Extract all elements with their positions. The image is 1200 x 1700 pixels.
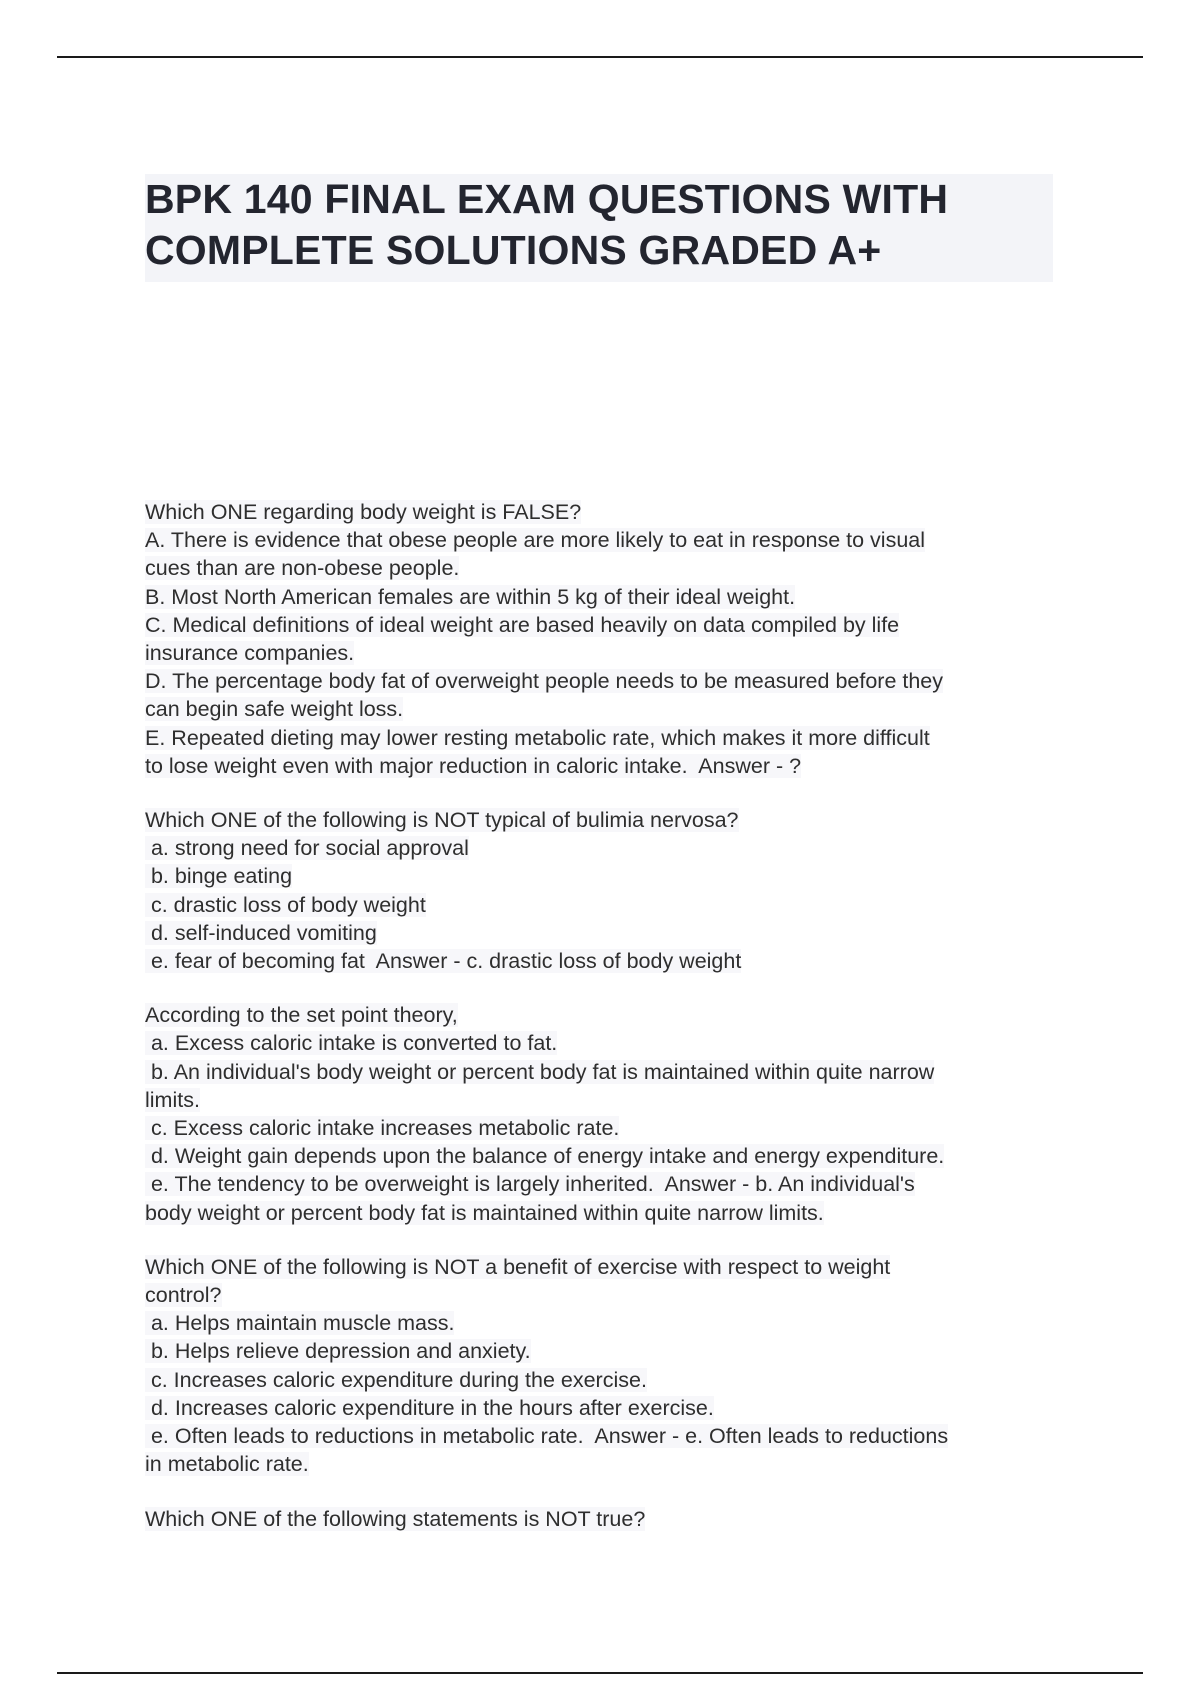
question-text: [145, 1001, 1065, 1029]
question-line: [145, 1422, 1065, 1450]
question-line: [145, 1114, 1065, 1142]
question-line: [145, 834, 1065, 862]
line-text: insurance companies.: [145, 641, 355, 666]
document-title: [145, 174, 1053, 282]
line-text: c. drastic loss of body weight: [145, 892, 426, 917]
line-text: e. The tendency to be overweight is largely inherited. Answer - b. An individual's: [145, 1172, 915, 1197]
line-text: Which ONE of the following statements is NOT true?: [145, 1506, 646, 1531]
question-line: [145, 919, 1065, 947]
question-line: [145, 611, 1065, 639]
line-text: D. The percentage body fat of overweight people needs to be measured before they: [145, 669, 944, 694]
line-text: d. Weight gain depends upon the balance of energy intake and energy expenditure.: [145, 1144, 945, 1169]
question-line: [145, 1086, 1065, 1114]
question-line: [145, 947, 1065, 975]
question-text: [145, 1253, 1065, 1281]
question-line: [145, 1366, 1065, 1394]
line-text: B. Most North American females are within 5 kg of their ideal weight.: [145, 584, 796, 609]
line-text: d. self-induced vomiting: [145, 920, 377, 945]
question-line: [145, 1281, 1065, 1309]
line-text: c. Increases caloric expenditure during the exercise.: [145, 1367, 647, 1392]
question-line: [145, 639, 1065, 667]
line-text: c. Excess caloric intake increases metabolic rate.: [145, 1116, 620, 1141]
questions-list: [145, 498, 1065, 1559]
line-text: Which ONE of the following is NOT typical of bulimia nervosa?: [145, 808, 739, 833]
line-text: According to the set point theory,: [145, 1003, 458, 1028]
question-text: [145, 498, 1065, 526]
question-line: [145, 526, 1065, 554]
question-line: [145, 583, 1065, 611]
question-line: [145, 724, 1065, 752]
question-block: [145, 1253, 1065, 1479]
question-line: [145, 554, 1065, 582]
line-text: limits.: [145, 1087, 200, 1112]
top-rule: [57, 56, 1143, 58]
line-text: d. Increases caloric expenditure in the hours after exercise.: [145, 1395, 714, 1420]
question-line: [145, 1029, 1065, 1057]
line-text: Which ONE of the following is NOT a benefit of exercise with respect to weight: [145, 1254, 891, 1279]
question-block: [145, 1001, 1065, 1227]
title-line: COMPLETE SOLUTIONS GRADED A+: [145, 227, 882, 273]
question-line: [145, 1337, 1065, 1365]
line-text: b. An individual's body weight or percent body fat is maintained within quite narrow: [145, 1059, 935, 1084]
question-text: [145, 806, 1065, 834]
bottom-rule: [57, 1672, 1143, 1674]
question-block: [145, 806, 1065, 975]
question-line: [145, 891, 1065, 919]
question-line: [145, 667, 1065, 695]
line-text: b. Helps relieve depression and anxiety.: [145, 1339, 531, 1364]
line-text: A. There is evidence that obese people are more likely to eat in response to visual: [145, 528, 926, 553]
line-text: e. fear of becoming fat Answer - c. drastic loss of body weight: [145, 949, 742, 974]
line-text: a. strong need for social approval: [145, 836, 469, 861]
question-line: [145, 1170, 1065, 1198]
question-text: [145, 1505, 1065, 1533]
line-text: control?: [145, 1283, 222, 1308]
line-text: to lose weight even with major reduction in caloric intake. Answer - ?: [145, 753, 802, 778]
question-line: [145, 1394, 1065, 1422]
question-line: [145, 1058, 1065, 1086]
line-text: E. Repeated dieting may lower resting metabolic rate, which makes it more difficult: [145, 725, 930, 750]
question-line: [145, 862, 1065, 890]
question-line: [145, 752, 1065, 780]
question-line: [145, 1199, 1065, 1227]
question-line: [145, 1309, 1065, 1337]
title-line: BPK 140 FINAL EXAM QUESTIONS WITH: [145, 176, 949, 222]
line-text: C. Medical definitions of ideal weight are based heavily on data compiled by life: [145, 612, 900, 637]
question-line: [145, 695, 1065, 723]
line-text: e. Often leads to reductions in metabolic rate. Answer - e. Often leads to reductions: [145, 1424, 949, 1449]
line-text: in metabolic rate.: [145, 1452, 309, 1477]
line-text: a. Helps maintain muscle mass.: [145, 1311, 455, 1336]
line-text: Which ONE regarding body weight is FALSE?: [145, 500, 582, 524]
question-block: [145, 498, 1065, 780]
line-text: body weight or percent body fat is maintained within quite narrow limits.: [145, 1200, 824, 1225]
line-text: can begin safe weight loss.: [145, 697, 404, 722]
question-block: [145, 1505, 1065, 1533]
line-text: cues than are non-obese people.: [145, 556, 460, 581]
question-line: [145, 1142, 1065, 1170]
line-text: b. binge eating: [145, 864, 293, 889]
line-text: a. Excess caloric intake is converted to fat.: [145, 1031, 558, 1056]
question-line: [145, 1450, 1065, 1478]
